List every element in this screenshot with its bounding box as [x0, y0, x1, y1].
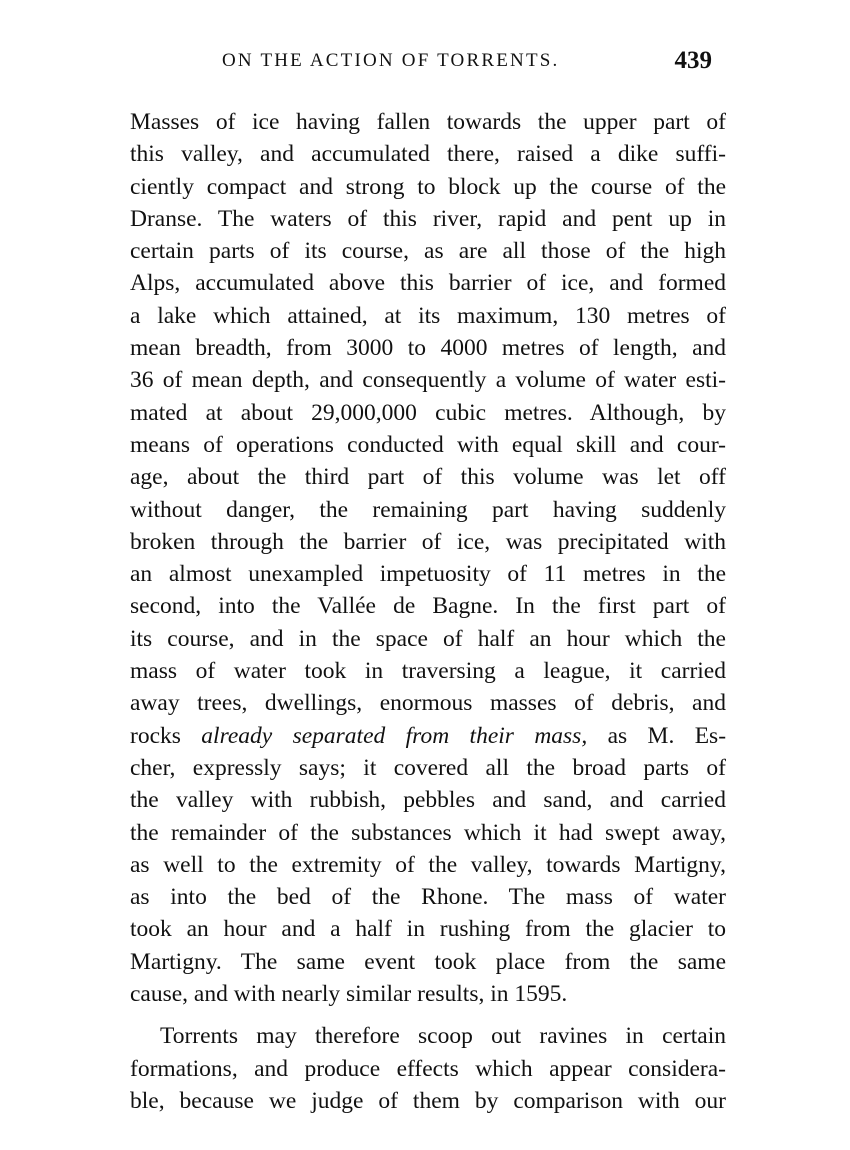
body-text	[130, 106, 726, 1117]
paragraph-1	[130, 106, 726, 1010]
text-line: Dranse. The waters of this river, rapid and pent up in	[130, 205, 726, 232]
text-line: this valley, and accumulated there, raised a dike suffi-	[130, 141, 726, 168]
running-head	[130, 48, 726, 78]
text-line-with-italics	[130, 720, 726, 752]
text-line: second, into the Vallée de Bagne. In the first part of	[130, 593, 726, 620]
text-line: mass of water took in traversing a league, it carried	[130, 658, 726, 685]
text-line: Alps, accumulated above this barrier of ice, and formed	[130, 270, 726, 297]
text-line: Martigny. The same event took place from the same	[130, 948, 726, 975]
text-line: age, about the third part of this volume was let off	[130, 464, 726, 491]
text-line: took an hour and a half in rushing from the glacier to	[130, 916, 726, 943]
text-line: away trees, dwellings, enormous masses of debris, and	[130, 690, 726, 717]
text-line: an almost unexampled impetuosity of 11 metres in the	[130, 561, 726, 588]
text-line: mean breadth, from 3000 to 4000 metres of length, and	[130, 335, 726, 362]
text-line: ble, because we judge of them by comparison with our	[130, 1087, 726, 1114]
text-line: formations, and produce effects which appear considera-	[130, 1055, 726, 1082]
text-line: Torrents may therefore scoop out ravines in certain	[160, 1023, 726, 1050]
text-line: mated at about 29,000,000 cubic metres. Although, by	[130, 399, 726, 426]
text-line: broken through the barrier of ice, was precipitated with	[130, 528, 726, 555]
text-line: a lake which attained, at its maximum, 130 metres of	[130, 302, 726, 329]
text-line: cher, expressly says; it covered all the broad parts of	[130, 754, 726, 781]
text-line: certain parts of its course, as are all those of the high	[130, 238, 726, 265]
line-start: rocks	[130, 722, 181, 749]
text-line: without danger, the remaining part having suddenly	[130, 496, 726, 523]
line-end: as M. Es-	[607, 722, 727, 749]
page-number: 439	[674, 47, 712, 74]
text-line: as well to the extremity of the valley, towards Martigny,	[130, 851, 726, 878]
text-line: Masses of ice having fallen towards the upper part of	[130, 109, 726, 135]
paragraph-2	[130, 1020, 726, 1117]
text-line: 36 of mean depth, and consequently a volume of water esti-	[130, 367, 726, 394]
text-line: cause, and with nearly similar results, in 1595.	[130, 981, 568, 1008]
running-title: ON THE ACTION OF TORRENTS.	[222, 50, 560, 71]
text-line: as into the bed of the Rhone. The mass of water	[130, 884, 726, 911]
text-line: ciently compact and strong to block up the course of the	[130, 173, 726, 200]
italic-phrase: already separated from their mass,	[201, 722, 588, 749]
text-line: means of operations conducted with equal skill and cour-	[130, 431, 726, 458]
text-line: the remainder of the substances which it had swept away,	[130, 819, 726, 846]
text-line: its course, and in the space of half an hour which the	[130, 625, 726, 652]
text-line: the valley with rubbish, pebbles and sand, and carried	[130, 787, 726, 814]
